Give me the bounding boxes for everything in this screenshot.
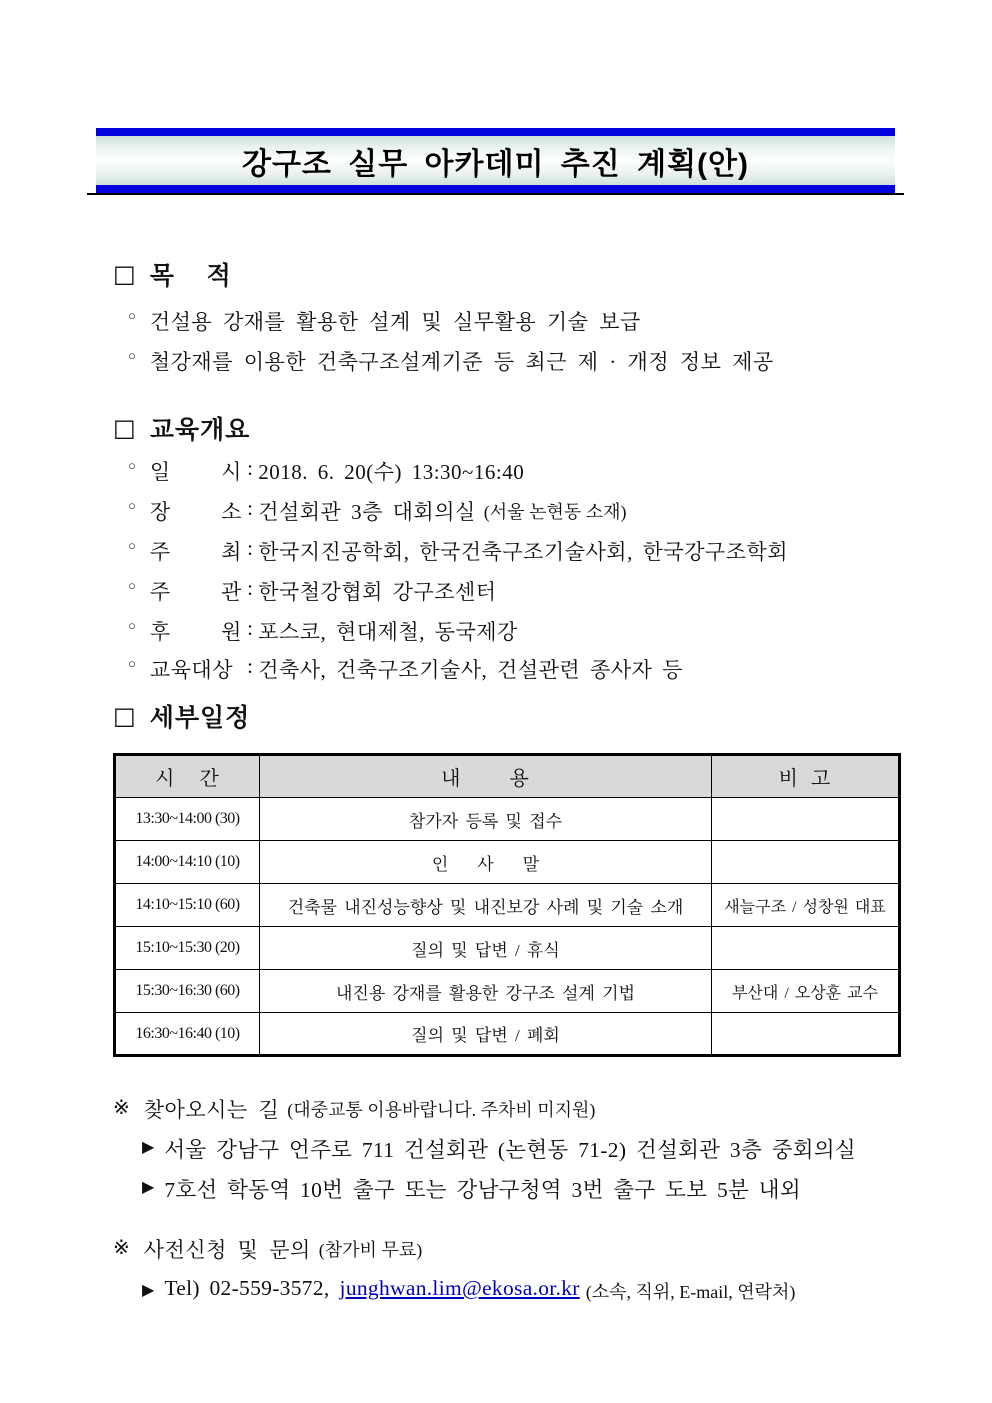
schedule-row [115, 798, 900, 841]
contact-line [142, 1276, 795, 1302]
overview-item-value: 건설회관 3층 대회의실 [258, 500, 476, 524]
purpose-item-text: 철강재를 이용한 건축구조설계기준 등 최근 제 · 개정 정보 제공 [149, 350, 774, 374]
banner-top-bar [96, 128, 895, 136]
directions-heading-note: (대중교통 이용바랍니다. 주차비 미지원) [287, 1100, 596, 1120]
triangle-bullet-icon: ▶ [142, 1139, 155, 1156]
overview-item-label: 후 원 [149, 620, 242, 644]
schedule-row [115, 927, 900, 970]
overview-item-sponsor [128, 616, 518, 646]
schedule-note [712, 927, 900, 970]
label-separator: : [241, 576, 259, 600]
schedule-row [115, 970, 900, 1013]
overview-heading [113, 410, 250, 446]
reference-mark-icon: ※ [113, 1097, 130, 1119]
schedule-note [712, 1013, 900, 1056]
schedule-table [113, 753, 901, 1057]
directions-heading-label: 찾아오시는 길 [143, 1098, 280, 1122]
directions-item [142, 1133, 856, 1164]
contact-email-note: (소속, 직위, E-mail, 연락처) [585, 1282, 796, 1302]
schedule-heading [113, 698, 250, 734]
label-separator: : [241, 496, 259, 520]
schedule-time: 15:30~16:30 (60) [115, 970, 260, 1013]
purpose-item [128, 346, 774, 376]
schedule-note: 부산대 / 오상훈 교수 [712, 970, 900, 1013]
circle-bullet-icon: ○ [128, 498, 136, 513]
overview-item-organizer [128, 576, 497, 606]
schedule-time: 14:00~14:10 (10) [115, 841, 260, 884]
label-separator: : [241, 654, 259, 678]
overview-item-value: 한국지진공학회, 한국건축구조기술사회, 한국강구조학회 [258, 540, 789, 564]
schedule-time: 15:10~15:30 (20) [115, 927, 260, 970]
contact-tel: Tel) 02-559-3572, [164, 1276, 330, 1300]
schedule-time: 13:30~14:00 (30) [115, 798, 260, 841]
schedule-content: 질의 및 답변 / 폐회 [260, 1013, 712, 1056]
overview-item-value: 건축사, 건축구조기술사, 건설관련 종사자 등 [258, 658, 683, 682]
schedule-note [712, 798, 900, 841]
overview-item-label: 일 시 [149, 460, 242, 484]
schedule-heading-label: 세부일정 [149, 704, 251, 732]
overview-heading-label: 교육개요 [149, 416, 251, 444]
directions-heading [113, 1094, 595, 1124]
circle-bullet-icon: ○ [128, 458, 136, 473]
overview-item-value: 포스코, 현대제철, 동국제강 [258, 620, 518, 644]
overview-item-note: (서울 논현동 소재) [483, 502, 627, 522]
purpose-heading [113, 256, 232, 292]
purpose-heading-label: 목 적 [149, 262, 232, 290]
directions-item [142, 1173, 801, 1204]
contact-heading-label: 사전신청 및 문의 [143, 1238, 311, 1262]
circle-bullet-icon: ○ [128, 578, 136, 593]
overview-item-date [128, 456, 524, 486]
schedule-row [115, 1013, 900, 1056]
schedule-col-content: 내 용 [260, 755, 712, 798]
directions-item-text: 서울 강남구 언주로 711 건설회관 (논현동 71-2) 건설회관 3층 중회의실 [164, 1138, 856, 1162]
schedule-col-note: 비 고 [712, 755, 900, 798]
triangle-bullet-icon: ▶ [142, 1282, 155, 1299]
overview-item-value: 한국철강협회 강구조센터 [258, 580, 497, 604]
overview-item-host [128, 536, 788, 566]
banner-shadow-line [87, 193, 904, 195]
directions-item-text: 7호선 학동역 10번 출구 또는 강남구청역 3번 출구 도보 5분 내외 [164, 1178, 801, 1202]
schedule-time: 16:30~16:40 (10) [115, 1013, 260, 1056]
banner-body [96, 136, 895, 185]
banner-bottom-bar [96, 185, 895, 193]
circle-bullet-icon: ○ [128, 308, 136, 323]
overview-item-label: 주 최 [149, 540, 242, 564]
overview-item-place [128, 496, 627, 526]
schedule-content: 참가자 등록 및 접수 [260, 798, 712, 841]
label-separator: : [241, 456, 259, 480]
square-bullet-icon: □ [113, 702, 136, 730]
title-banner [96, 128, 895, 193]
overview-item-label: 교육대상 [149, 658, 234, 682]
triangle-bullet-icon: ▶ [142, 1179, 155, 1196]
schedule-time: 14:10~15:10 (60) [115, 884, 260, 927]
contact-heading [113, 1234, 422, 1264]
schedule-col-time: 시 간 [115, 755, 260, 798]
overview-item-audience [128, 654, 683, 684]
schedule-header-row [115, 755, 900, 798]
schedule-note [712, 841, 900, 884]
label-separator: : [241, 536, 259, 560]
overview-item-value: 2018. 6. 20(수) 13:30~16:40 [258, 460, 525, 484]
schedule-content: 질의 및 답변 / 휴식 [260, 927, 712, 970]
purpose-item [128, 306, 641, 336]
purpose-item-text: 건설용 강재를 활용한 설계 및 실무활용 기술 보급 [149, 310, 641, 334]
overview-item-label: 주 관 [149, 580, 242, 604]
square-bullet-icon: □ [113, 414, 136, 442]
contact-email-link[interactable]: junghwan.lim@ekosa.or.kr [339, 1276, 580, 1300]
label-separator: : [241, 616, 259, 640]
schedule-row [115, 841, 900, 884]
circle-bullet-icon: ○ [128, 348, 136, 363]
circle-bullet-icon: ○ [128, 656, 136, 671]
page-title: 강구조 실무 아카데미 추진 계획(안) [241, 147, 750, 181]
circle-bullet-icon: ○ [128, 618, 136, 633]
schedule-content: 인 사 말 [260, 841, 712, 884]
schedule-note: 새늘구조 / 성창원 대표 [712, 884, 900, 927]
schedule-content: 건축물 내진성능향상 및 내진보강 사례 및 기술 소개 [260, 884, 712, 927]
circle-bullet-icon: ○ [128, 538, 136, 553]
schedule-content: 내진용 강재를 활용한 강구조 설계 기법 [260, 970, 712, 1013]
reference-mark-icon: ※ [113, 1237, 130, 1259]
schedule-row [115, 884, 900, 927]
square-bullet-icon: □ [113, 260, 136, 288]
contact-heading-note: (참가비 무료) [318, 1240, 423, 1260]
overview-item-label: 장 소 [149, 500, 242, 524]
